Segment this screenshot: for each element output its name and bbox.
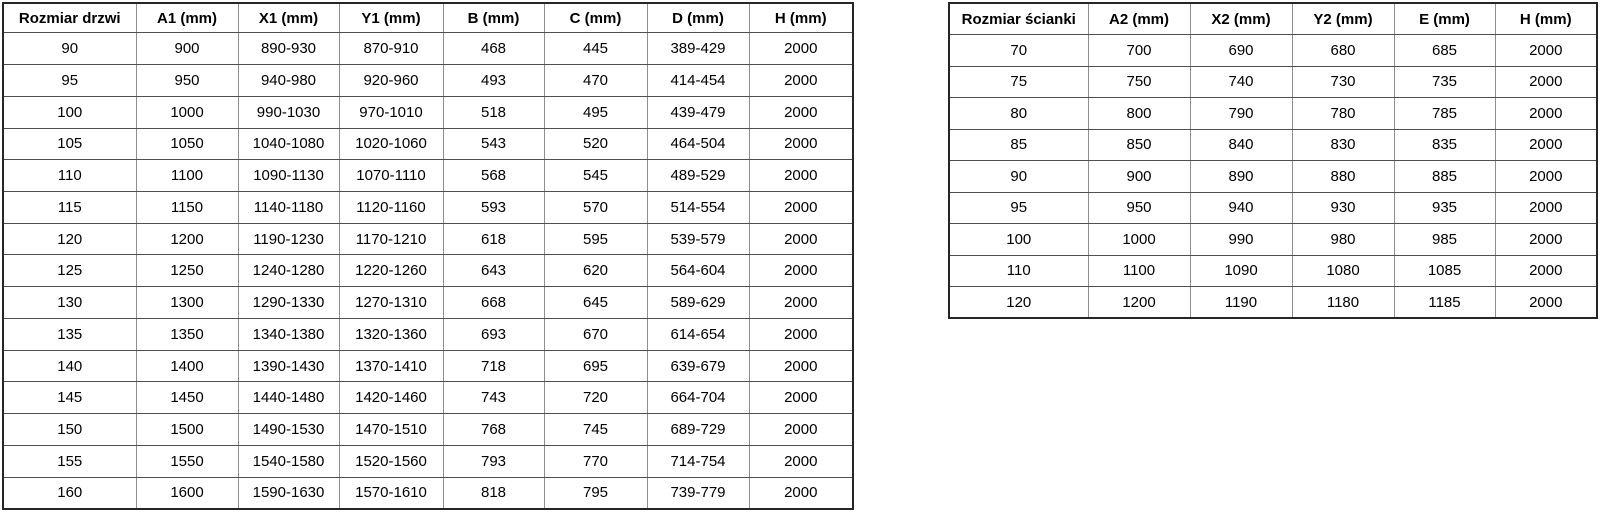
table-cell: 670 [544,318,647,350]
table-cell: 468 [443,33,544,65]
table-cell: 2000 [1495,35,1597,67]
table-cell: 643 [443,255,544,287]
table-row [3,96,853,128]
table-cell: 493 [443,65,544,97]
table-cell: 1040-1080 [238,128,339,160]
table-cell: 570 [544,191,647,223]
table-cell: 495 [544,96,647,128]
table-cell: 1120-1160 [339,191,443,223]
table-row [3,160,853,192]
table-cell: 2000 [1495,287,1597,319]
table-cell: 1150 [136,191,238,223]
table-cell: 120 [3,223,136,255]
table-cell: 1590-1630 [238,477,339,509]
column-header: X2 (mm) [1190,3,1292,35]
table-row [3,350,853,382]
table-cell: 900 [1088,161,1190,193]
table-cell: 2000 [749,191,853,223]
table-cell: 568 [443,160,544,192]
table-cell: 105 [3,128,136,160]
table-cell: 110 [949,255,1088,287]
table-cell: 2000 [1495,129,1597,161]
table-cell: 1050 [136,128,238,160]
door-table-body [3,33,853,509]
table-cell: 714-754 [647,445,749,477]
table-cell: 545 [544,160,647,192]
table-cell: 2000 [749,318,853,350]
table-cell: 2000 [749,477,853,509]
table-cell: 2000 [749,255,853,287]
table-cell: 985 [1394,224,1495,256]
column-header: X1 (mm) [238,3,339,33]
table-cell: 1340-1380 [238,318,339,350]
table-cell: 470 [544,65,647,97]
table-cell: 1600 [136,477,238,509]
table-cell: 700 [1088,35,1190,67]
table-cell: 1490-1530 [238,414,339,446]
table-row [3,223,853,255]
table-cell: 695 [544,350,647,382]
table-cell: 100 [3,96,136,128]
table-cell: 1370-1410 [339,350,443,382]
table-cell: 464-504 [647,128,749,160]
table-cell: 793 [443,445,544,477]
table-cell: 1320-1360 [339,318,443,350]
table-cell: 160 [3,477,136,509]
table-cell: 1470-1510 [339,414,443,446]
table-cell: 900 [136,33,238,65]
table-cell: 2000 [749,350,853,382]
column-header: Rozmiar drzwi [3,3,136,33]
table-cell: 520 [544,128,647,160]
table-cell: 840 [1190,129,1292,161]
table-row [3,128,853,160]
table-cell: 795 [544,477,647,509]
table-cell: 720 [544,382,647,414]
table-cell: 1090 [1190,255,1292,287]
table-cell: 1200 [1088,287,1190,319]
table-cell: 2000 [749,414,853,446]
table-cell: 1000 [1088,224,1190,256]
table-row [949,255,1597,287]
table-cell: 685 [1394,35,1495,67]
table-cell: 1440-1480 [238,382,339,414]
column-header: Y1 (mm) [339,3,443,33]
table-cell: 1500 [136,414,238,446]
table-cell: 718 [443,350,544,382]
column-header: Rozmiar ścianki [949,3,1088,35]
table-cell: 2000 [749,445,853,477]
table-cell: 1290-1330 [238,287,339,319]
table-row [3,477,853,509]
table-cell: 135 [3,318,136,350]
table-cell: 130 [3,287,136,319]
table-cell: 2000 [749,223,853,255]
table-cell: 940-980 [238,65,339,97]
table-cell: 870-910 [339,33,443,65]
table-cell: 790 [1190,98,1292,130]
column-header: A2 (mm) [1088,3,1190,35]
table-cell: 120 [949,287,1088,319]
column-header: B (mm) [443,3,544,33]
table-row [3,287,853,319]
table-cell: 1070-1110 [339,160,443,192]
column-header: E (mm) [1394,3,1495,35]
table-cell: 743 [443,382,544,414]
table-cell: 85 [949,129,1088,161]
table-cell: 1020-1060 [339,128,443,160]
table-cell: 835 [1394,129,1495,161]
table-cell: 920-960 [339,65,443,97]
table-cell: 1420-1460 [339,382,443,414]
table-cell: 1140-1180 [238,191,339,223]
table-cell: 1200 [136,223,238,255]
column-header: H (mm) [1495,3,1597,35]
table-cell: 940 [1190,192,1292,224]
table-cell: 1550 [136,445,238,477]
table-cell: 890 [1190,161,1292,193]
column-header: A1 (mm) [136,3,238,33]
table-cell: 818 [443,477,544,509]
table-cell: 785 [1394,98,1495,130]
table-cell: 95 [949,192,1088,224]
column-header: Y2 (mm) [1292,3,1394,35]
table-cell: 980 [1292,224,1394,256]
table-cell: 95 [3,65,136,97]
table-cell: 614-654 [647,318,749,350]
table-cell: 150 [3,414,136,446]
table-cell: 1240-1280 [238,255,339,287]
table-cell: 1450 [136,382,238,414]
column-header: D (mm) [647,3,749,33]
table-cell: 1570-1610 [339,477,443,509]
table-cell: 489-529 [647,160,749,192]
table-row [949,287,1597,319]
table-cell: 2000 [1495,161,1597,193]
table-cell: 543 [443,128,544,160]
table-cell: 595 [544,223,647,255]
table-cell: 680 [1292,35,1394,67]
table-cell: 745 [544,414,647,446]
table-cell: 115 [3,191,136,223]
table-cell: 1520-1560 [339,445,443,477]
table-cell: 1180 [1292,287,1394,319]
table-cell: 1100 [136,160,238,192]
table-cell: 1270-1310 [339,287,443,319]
table-cell: 620 [544,255,647,287]
table-cell: 90 [3,33,136,65]
table-row [3,414,853,446]
table-cell: 1190 [1190,287,1292,319]
table-cell: 2000 [1495,192,1597,224]
table-cell: 100 [949,224,1088,256]
table-cell: 589-629 [647,287,749,319]
table-cell: 740 [1190,66,1292,98]
table-cell: 140 [3,350,136,382]
table-cell: 110 [3,160,136,192]
table-cell: 155 [3,445,136,477]
table-cell: 539-579 [647,223,749,255]
table-cell: 1085 [1394,255,1495,287]
table-cell: 780 [1292,98,1394,130]
header-row [3,3,853,33]
table-cell: 739-779 [647,477,749,509]
table-cell: 730 [1292,66,1394,98]
table-cell: 1220-1260 [339,255,443,287]
table-cell: 2000 [749,287,853,319]
table-row [3,255,853,287]
table-cell: 518 [443,96,544,128]
table-cell: 80 [949,98,1088,130]
table-cell: 1090-1130 [238,160,339,192]
table-cell: 950 [136,65,238,97]
table-row [3,445,853,477]
header-row [949,3,1597,35]
door-table-header [3,3,853,33]
column-header: C (mm) [544,3,647,33]
table-cell: 1100 [1088,255,1190,287]
table-cell: 935 [1394,192,1495,224]
table-cell: 830 [1292,129,1394,161]
table-cell: 735 [1394,66,1495,98]
table-cell: 145 [3,382,136,414]
table-cell: 2000 [749,128,853,160]
table-row [3,382,853,414]
table-cell: 890-930 [238,33,339,65]
table-cell: 639-679 [647,350,749,382]
table-cell: 618 [443,223,544,255]
table-cell: 1400 [136,350,238,382]
table-cell: 850 [1088,129,1190,161]
table-cell: 689-729 [647,414,749,446]
table-cell: 668 [443,287,544,319]
table-cell: 2000 [1495,98,1597,130]
table-cell: 2000 [1495,66,1597,98]
table-cell: 950 [1088,192,1190,224]
table-cell: 1000 [136,96,238,128]
table-row [949,98,1597,130]
table-cell: 90 [949,161,1088,193]
table-cell: 1250 [136,255,238,287]
table-cell: 770 [544,445,647,477]
table-row [949,161,1597,193]
table-cell: 885 [1394,161,1495,193]
table-row [3,33,853,65]
table-cell: 1350 [136,318,238,350]
wall-table-header [949,3,1597,35]
table-cell: 880 [1292,161,1394,193]
table-cell: 593 [443,191,544,223]
table-cell: 389-429 [647,33,749,65]
table-row [949,66,1597,98]
table-row [3,65,853,97]
table-row [949,224,1597,256]
column-header: H (mm) [749,3,853,33]
table-cell: 2000 [749,382,853,414]
table-cell: 125 [3,255,136,287]
table-row [949,35,1597,67]
table-cell: 1540-1580 [238,445,339,477]
table-cell: 930 [1292,192,1394,224]
table-cell: 564-604 [647,255,749,287]
wall-table-body [949,35,1597,319]
table-cell: 768 [443,414,544,446]
table-cell: 970-1010 [339,96,443,128]
table-cell: 990 [1190,224,1292,256]
table-cell: 693 [443,318,544,350]
wall-size-table [948,2,1598,319]
table-cell: 2000 [749,65,853,97]
table-cell: 1170-1210 [339,223,443,255]
table-cell: 1300 [136,287,238,319]
table-cell: 690 [1190,35,1292,67]
table-row [949,129,1597,161]
table-cell: 990-1030 [238,96,339,128]
table-cell: 70 [949,35,1088,67]
table-cell: 750 [1088,66,1190,98]
table-cell: 75 [949,66,1088,98]
table-cell: 645 [544,287,647,319]
table-cell: 2000 [749,96,853,128]
table-cell: 1390-1430 [238,350,339,382]
table-cell: 2000 [749,33,853,65]
table-cell: 2000 [1495,255,1597,287]
table-cell: 1080 [1292,255,1394,287]
table-row [3,318,853,350]
table-row [949,192,1597,224]
table-cell: 414-454 [647,65,749,97]
table-cell: 439-479 [647,96,749,128]
table-cell: 1190-1230 [238,223,339,255]
table-cell: 2000 [1495,224,1597,256]
door-size-table [2,2,854,510]
table-row [3,191,853,223]
table-cell: 1185 [1394,287,1495,319]
table-cell: 514-554 [647,191,749,223]
table-cell: 800 [1088,98,1190,130]
table-cell: 445 [544,33,647,65]
table-cell: 2000 [749,160,853,192]
table-cell: 664-704 [647,382,749,414]
